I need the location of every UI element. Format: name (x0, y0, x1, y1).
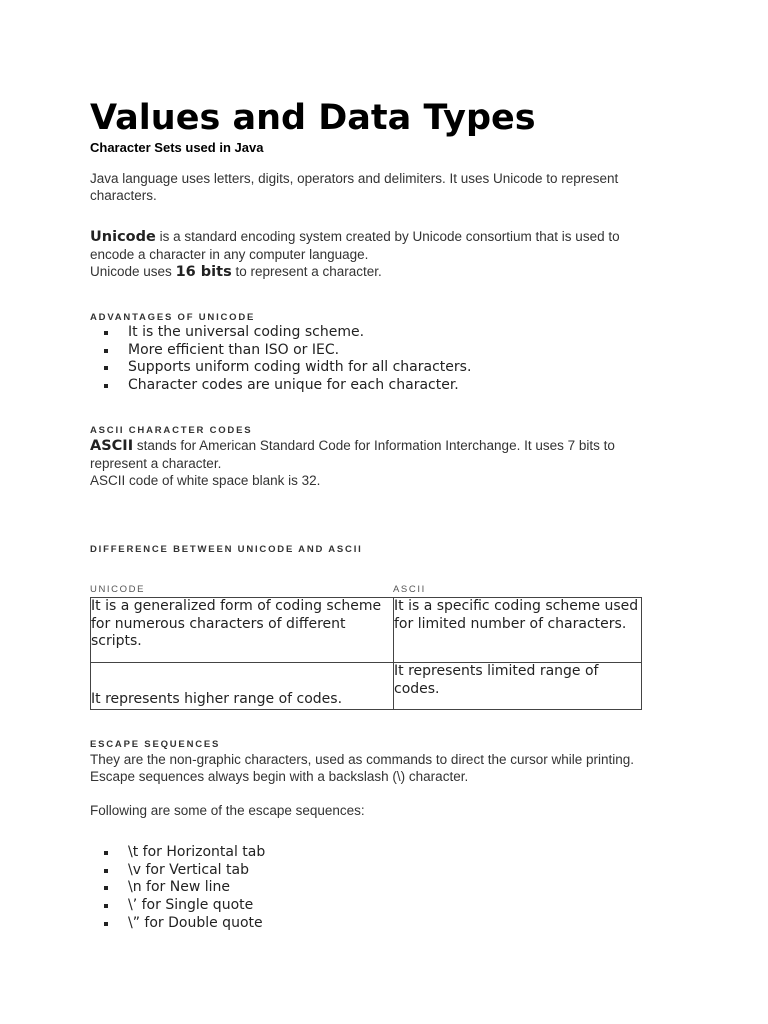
list-item-text: It is the universal coding scheme. (128, 324, 365, 340)
ascii-definition: stands for American Standard Code for Information Interchange. It uses 7 bits to represent a character. (90, 437, 615, 471)
escape-heading: ESCAPE SEQUENCES (90, 738, 221, 750)
bullet-icon (104, 384, 108, 388)
list-item-text: \’ for Single quote (128, 896, 254, 913)
difference-heading: DIFFERENCE BETWEEN UNICODE AND ASCII (90, 543, 363, 555)
escape-intro: Following are some of the escape sequences: (90, 802, 365, 818)
advantages-heading: ADVANTAGES OF UNICODE (90, 312, 256, 323)
list-item (104, 844, 680, 862)
list-item (104, 342, 680, 360)
intro-paragraph: Java language uses letters, digits, operators and delimiters. It uses Unicode to represent characters. (90, 171, 619, 203)
table-cell-ascii: It represents limited range of codes. (394, 662, 642, 709)
bullet-icon (104, 349, 108, 353)
unicode-bits-suffix: to represent a character. (231, 264, 382, 279)
list-item (104, 897, 680, 915)
list-item-text: \v for Vertical tab (128, 861, 249, 878)
list-item (104, 862, 680, 880)
column-header-unicode: UNICODE (90, 583, 146, 595)
list-item (104, 359, 680, 377)
list-item (104, 879, 680, 897)
bullet-icon (104, 922, 108, 926)
list-item-text: \t for Horizontal tab (128, 843, 266, 860)
column-header-ascii: ASCII (393, 583, 426, 595)
list-item-text: More efficient than ISO or IEC. (128, 341, 340, 358)
bullet-icon (104, 886, 108, 890)
bullet-icon (104, 904, 108, 908)
table-cell-unicode: It represents higher range of codes. (91, 662, 394, 709)
escape-paragraph: They are the non-graphic characters, used as commands to direct the cursor while printing. Escape sequences always begin with a backslash (\) character. (90, 751, 635, 784)
list-item-text: \” for Double quote (128, 914, 263, 931)
list-item-text: Character codes are unique for each character. (128, 377, 459, 394)
escape-list (90, 844, 680, 933)
unicode-term: Unicode (90, 229, 156, 245)
bullet-icon (104, 869, 108, 873)
unicode-bits-term: 16 bits (175, 264, 232, 280)
document-page (90, 96, 680, 932)
bullet-icon (104, 851, 108, 855)
ascii-heading: ASCII CHARACTER CODES (90, 424, 253, 436)
ascii-term: ASCII (90, 437, 134, 454)
table-cell-unicode: It is a generalized form of coding scheme for numerous characters of different scripts. (91, 597, 394, 662)
table-row (91, 597, 642, 662)
list-item (104, 324, 680, 342)
bullet-icon (104, 331, 108, 335)
advantages-list (90, 324, 680, 395)
ascii-blank-code: ASCII code of white space blank is 32. (90, 472, 321, 488)
table-cell-ascii: It is a specific coding scheme used for limited number of characters. (394, 597, 642, 662)
unicode-bits-prefix: Unicode uses (90, 264, 176, 279)
unicode-definition: is a standard encoding system created by Unicode consortium that is used to encode a character in any computer language. (90, 229, 620, 262)
table-column-headers (90, 584, 641, 596)
ascii-paragraph (90, 437, 665, 489)
bullet-icon (104, 366, 108, 370)
list-item (104, 915, 680, 933)
unicode-paragraph (90, 228, 665, 281)
list-item-text: Supports uniform coding width for all characters. (128, 359, 472, 376)
page-subtitle: Character Sets used in Java (90, 140, 264, 155)
comparison-table (90, 597, 642, 710)
list-item-text: \n for New line (128, 879, 230, 896)
page-title: Values and Data Types (90, 98, 536, 138)
table-row (91, 662, 642, 709)
list-item (104, 377, 680, 395)
